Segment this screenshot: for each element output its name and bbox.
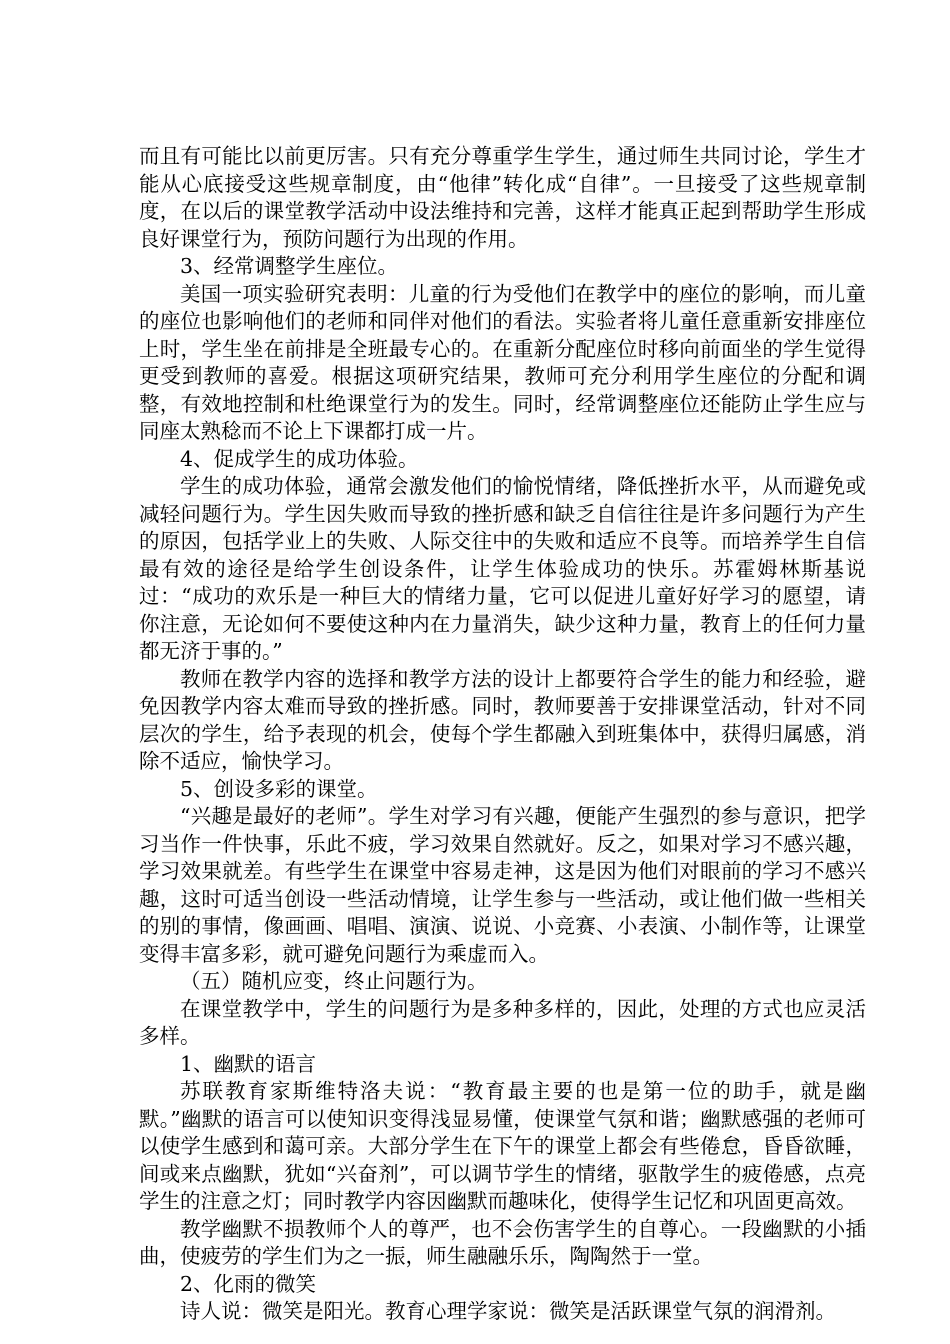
- paragraph-success-experience: 学生的成功体验，通常会激发他们的愉悦情绪，降低挫折水平，从而避免或减轻问题行为。学生因失败而导致的挫折感和缺乏自信往往是许多问题行为产生的原因，包括学业上的失败、人际交往中的失败和适应不良等。而培养学生自信最有效的途径是给学生创设条件，让学生体验成功的快乐。苏霍姆林斯基说过：“成功的欢乐是一种巨大的情绪力量，它可以促进儿童好好学习的愿望，请你注意，无论如何不要使这种内在力量消失，缺少这种力量，教育上的任何力量都无济于事的。”: [139, 474, 866, 663]
- paragraph-continuation: 而且有可能比以前更厉害。只有充分尊重学生学生，通过师生共同讨论，学生才能从心底接受这些规章制度，由“他律”转化成“自律”。一旦接受了这些规章制度，在以后的课堂教学活动中设法维持和完善，这样才能真正起到帮助学生形成良好课堂行为，预防问题行为出现的作用。: [139, 144, 866, 251]
- heading-adjust-seats: 3、经常调整学生座位。: [180, 254, 399, 278]
- body-text: [139, 143, 866, 1326]
- heading-humorous-language: 1、幽默的语言: [180, 1051, 317, 1076]
- heading-smile: 2、化雨的微笑: [180, 1271, 317, 1296]
- heading-success-experience: 4、促成学生的成功体验。: [180, 446, 419, 471]
- paragraph-seating-study: 美国一项实验研究表明：儿童的行为受他们在教学中的座位的影响，而儿童的座位也影响他们的老师和同伴对他们的看法。实验者将儿童任意重新安排座位上时，学生坐在前排是全班最专心的。在重新分配座位时移向前面坐的学生觉得更受到教师的喜爱。根据这项研究结果，教师可充分利用学生座位的分配和调整，有效地控制和杜绝课堂行为的发生。同时，经常调整座位还能防止学生应与同座太熟稔而不论上下课都打成一片。: [139, 281, 866, 443]
- paragraph-interest: “兴趣是最好的老师”。学生对学习有兴趣，便能产生强烈的参与意识，把学习当作一件快事，乐此不疲，学习效果自然就好。反之，如果对学习不感兴趣，学习效果就差。有些学生在课堂中容易走神，这是因为他们对眼前的学习不感兴趣，这时可适当创设一些活动情境，让学生参与一些活动，或让他们做一些相关的别的事情，像画画、唱唱、演演、说说、小竞赛、小表演、小制作等，让课堂变得丰富多彩，就可避免问题行为乘虚而入。: [139, 804, 866, 966]
- paragraph-humor: 苏联教育家斯维特洛夫说：“教育最主要的也是第一位的助手，就是幽默。”幽默的语言可以使知识变得浅显易懂，使课堂气氛和谐；幽默感强的老师可以使学生感到和蔼可亲。大部分学生在下午的课堂上都会有些倦怠，昏昏欲睡，间或来点幽默，犹如“兴奋剂”，可以调节学生的情绪，驱散学生的疲倦感，点亮学生的注意之灯；同时教学内容因幽默而趣味化，使得学生记忆和巩固更高效。: [139, 1079, 866, 1213]
- paragraph-problem-behavior: 在课堂教学中，学生的问题行为是多种多样的，因此，处理的方式也应灵活多样。: [139, 996, 866, 1048]
- heading-colorful-classroom: 5、创设多彩的课堂。: [180, 776, 378, 801]
- paragraph-humor-dignity: 教学幽默不损教师个人的尊严，也不会伤害学生的自尊心。一段幽默的小插曲，使疲劳的学生们为之一振，师生融融乐乐，陶陶然于一堂。: [139, 1216, 866, 1268]
- paragraph-teaching-content: 教师在教学内容的选择和教学方法的设计上都要符合学生的能力和经验，避免因教学内容太难而导致的挫折感。同时，教师要善于安排课堂活动，针对不同层次的学生，给予表现的机会，使每个学生都融入到班集体中，获得归属感，消除不适应，愉快学习。: [139, 666, 866, 773]
- paragraph-smile: 诗人说：微笑是阳光。教育心理学家说：微笑是活跃课堂气氛的润滑剂。: [180, 1299, 836, 1323]
- heading-section-five: （五）随机应变，终止问题行为。: [180, 969, 488, 993]
